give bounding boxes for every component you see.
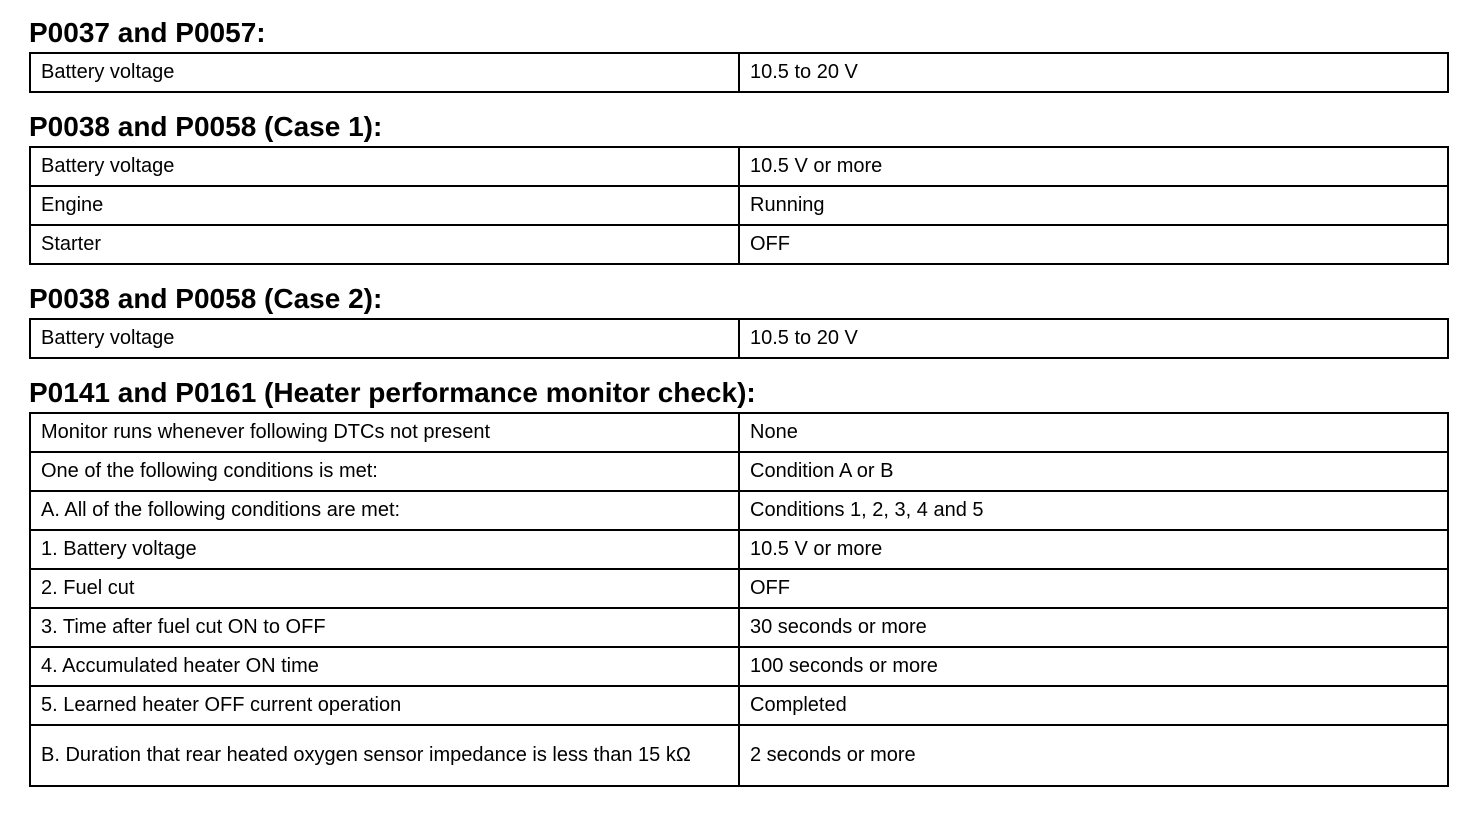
- section-title: P0038 and P0058 (Case 1):: [29, 111, 383, 142]
- condition-label: Engine: [30, 186, 739, 225]
- condition-value: 10.5 to 20 V: [739, 319, 1448, 358]
- conditions-table: [29, 412, 1449, 787]
- condition-value: OFF: [739, 225, 1448, 264]
- condition-label: 2. Fuel cut: [30, 569, 739, 608]
- condition-value: None: [739, 413, 1448, 452]
- condition-value: Conditions 1, 2, 3, 4 and 5: [739, 491, 1448, 530]
- table-row: [30, 186, 1448, 225]
- table-row: [30, 413, 1448, 452]
- condition-label: Battery voltage: [30, 319, 739, 358]
- condition-value: 10.5 V or more: [739, 147, 1448, 186]
- condition-label: 3. Time after fuel cut ON to OFF: [30, 608, 739, 647]
- table-row: [30, 225, 1448, 264]
- table-row: [30, 686, 1448, 725]
- condition-label: Battery voltage: [30, 147, 739, 186]
- condition-value: OFF: [739, 569, 1448, 608]
- condition-value: Completed: [739, 686, 1448, 725]
- condition-value: 30 seconds or more: [739, 608, 1448, 647]
- condition-label: Starter: [30, 225, 739, 264]
- condition-value: Condition A or B: [739, 452, 1448, 491]
- section-title: P0038 and P0058 (Case 2):: [29, 283, 383, 314]
- condition-value: 100 seconds or more: [739, 647, 1448, 686]
- table-row: [30, 608, 1448, 647]
- condition-label: One of the following conditions is met:: [30, 452, 739, 491]
- condition-value: 2 seconds or more: [739, 725, 1448, 786]
- table-row: [30, 530, 1448, 569]
- condition-value: Running: [739, 186, 1448, 225]
- table-row: [30, 452, 1448, 491]
- section-title: P0037 and P0057:: [29, 17, 266, 48]
- condition-value: 10.5 V or more: [739, 530, 1448, 569]
- table-row: [30, 53, 1448, 92]
- section-title: P0141 and P0161 (Heater performance monitor check):: [29, 377, 756, 408]
- condition-value: 10.5 to 20 V: [739, 53, 1448, 92]
- condition-label: A. All of the following conditions are met:: [30, 491, 739, 530]
- table-row: [30, 319, 1448, 358]
- conditions-table: [29, 52, 1449, 93]
- table-row: [30, 569, 1448, 608]
- condition-label: B. Duration that rear heated oxygen sensor impedance is less than 15 kΩ: [30, 725, 739, 786]
- table-row: [30, 725, 1448, 786]
- table-row: [30, 491, 1448, 530]
- table-row: [30, 647, 1448, 686]
- condition-label: 1. Battery voltage: [30, 530, 739, 569]
- conditions-table: [29, 318, 1449, 359]
- condition-label: Battery voltage: [30, 53, 739, 92]
- conditions-table: [29, 146, 1449, 265]
- document: [29, 14, 1445, 802]
- table-row: [30, 147, 1448, 186]
- condition-label: 5. Learned heater OFF current operation: [30, 686, 739, 725]
- condition-label: 4. Accumulated heater ON time: [30, 647, 739, 686]
- condition-label: Monitor runs whenever following DTCs not present: [30, 413, 739, 452]
